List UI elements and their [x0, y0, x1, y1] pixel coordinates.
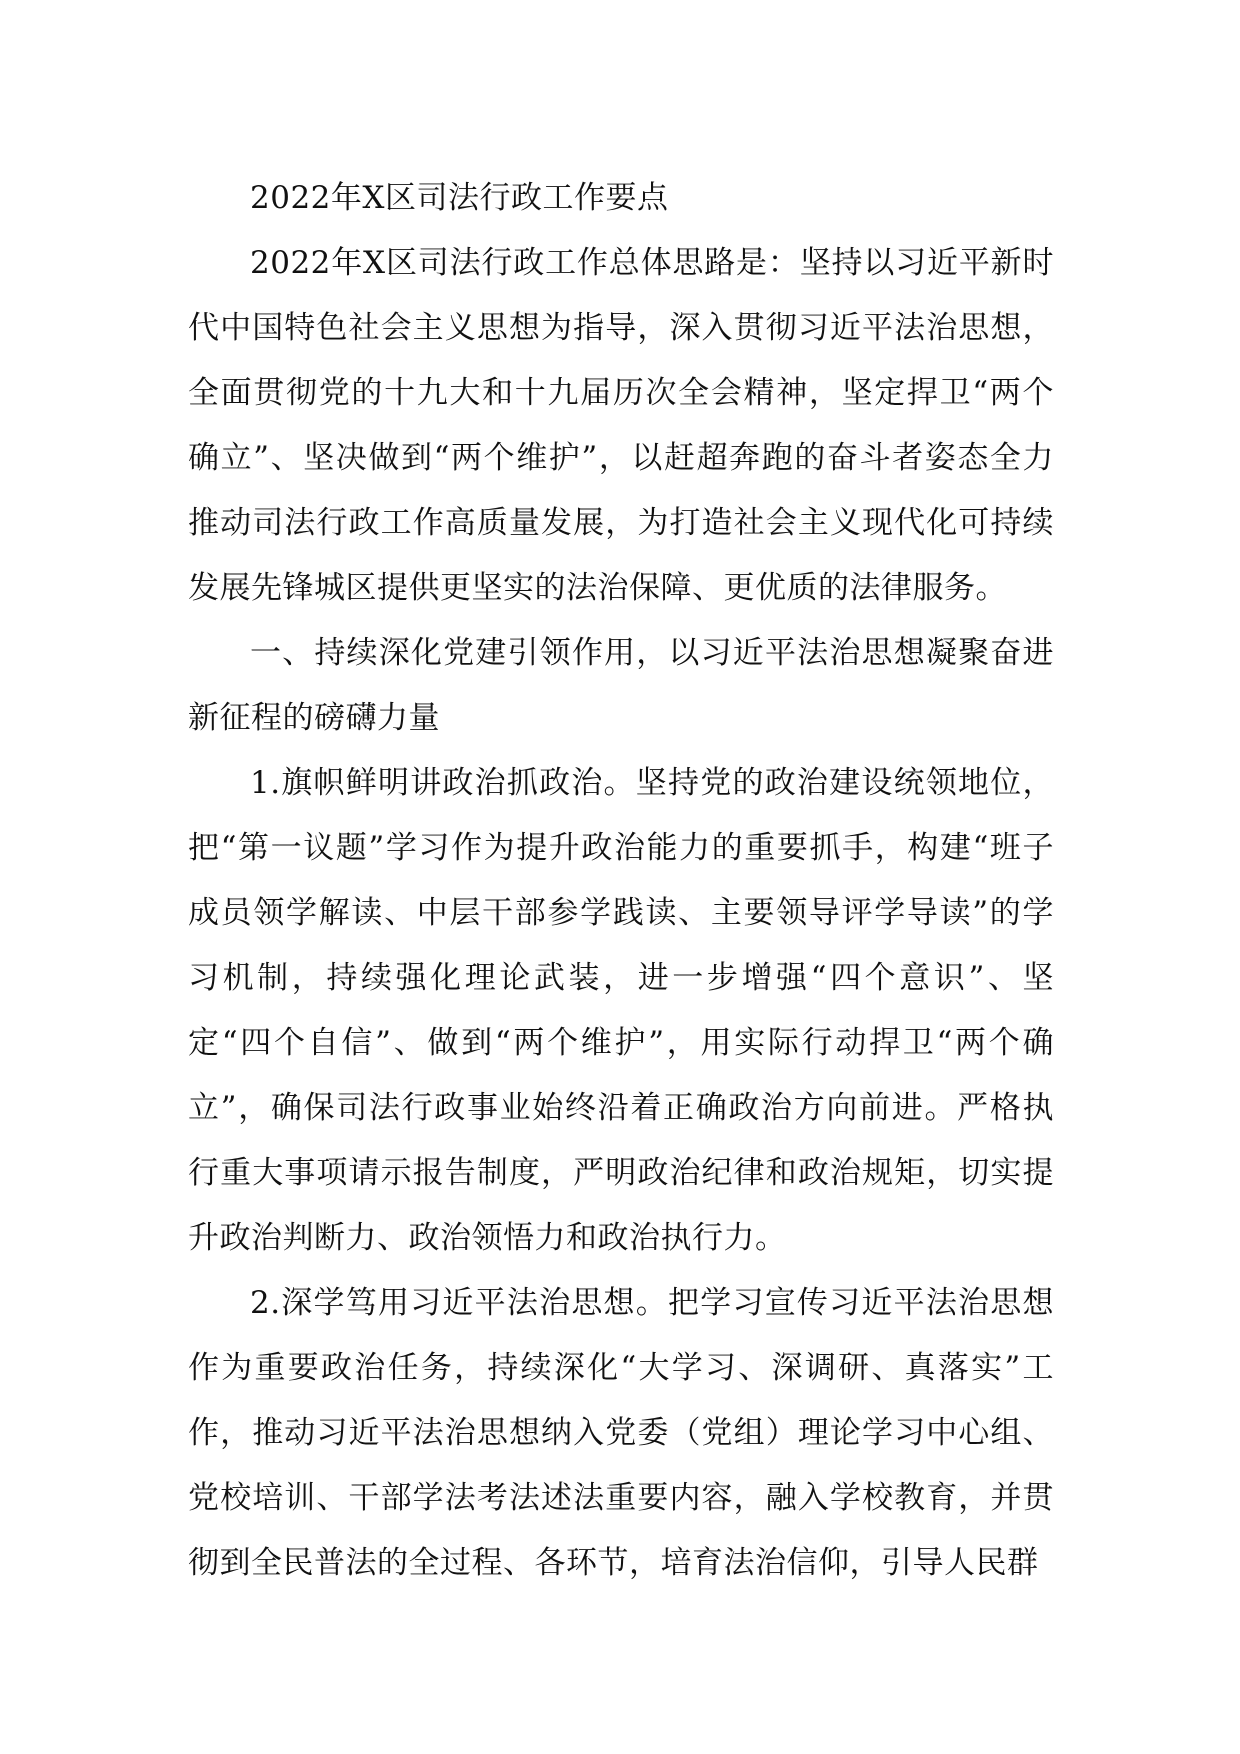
paragraph-item-1: 1.旗帜鲜明讲政治抓政治。坚持党的政治建设统领地位，把“第一议题”学习作为提升政治能力的重要抓手，构建“班子成员领学解读、中层干部参学践读、主要领导评学导读”的学习机制，持续强化理论武装，进一步增强“四个意识”、坚定“四个自信”、做到“两个维护”，用实际行动捍卫“两个确立”，确保司法行政事业始终沿着正确政治方向前进。严格执行重大事项请示报告制度，严明政治纪律和政治规矩，切实提升政治判断力、政治领悟力和政治执行力。	[188, 765, 1054, 1256]
section-heading-1: 一、持续深化党建引领作用，以习近平法治思想凝聚奋进新征程的磅礴力量	[188, 635, 1054, 736]
document-title: 2022年X区司法行政工作要点	[250, 180, 669, 216]
document-body	[188, 166, 1054, 1596]
paragraph-item-2: 2.深学笃用习近平法治思想。把学习宣传习近平法治思想作为重要政治任务，持续深化“大学习、深调研、真落实”工作，推动习近平法治思想纳入党委（党组）理论学习中心组、党校培训、干部学法考法述法重要内容，融入学校教育，并贯彻到全民普法的全过程、各环节，培育法治信仰，引导人民群	[188, 1285, 1054, 1581]
paragraph-overall-approach: 2022年X区司法行政工作总体思路是：坚持以习近平新时代中国特色社会主义思想为指导，深入贯彻习近平法治思想，全面贯彻党的十九大和十九届历次全会精神，坚定捍卫“两个确立”、坚决做到“两个维护”，以赶超奔跑的奋斗者姿态全力推动司法行政工作高质量发展，为打造社会主义现代化可持续发展先锋城区提供更坚实的法治保障、更优质的法律服务。	[188, 245, 1054, 606]
